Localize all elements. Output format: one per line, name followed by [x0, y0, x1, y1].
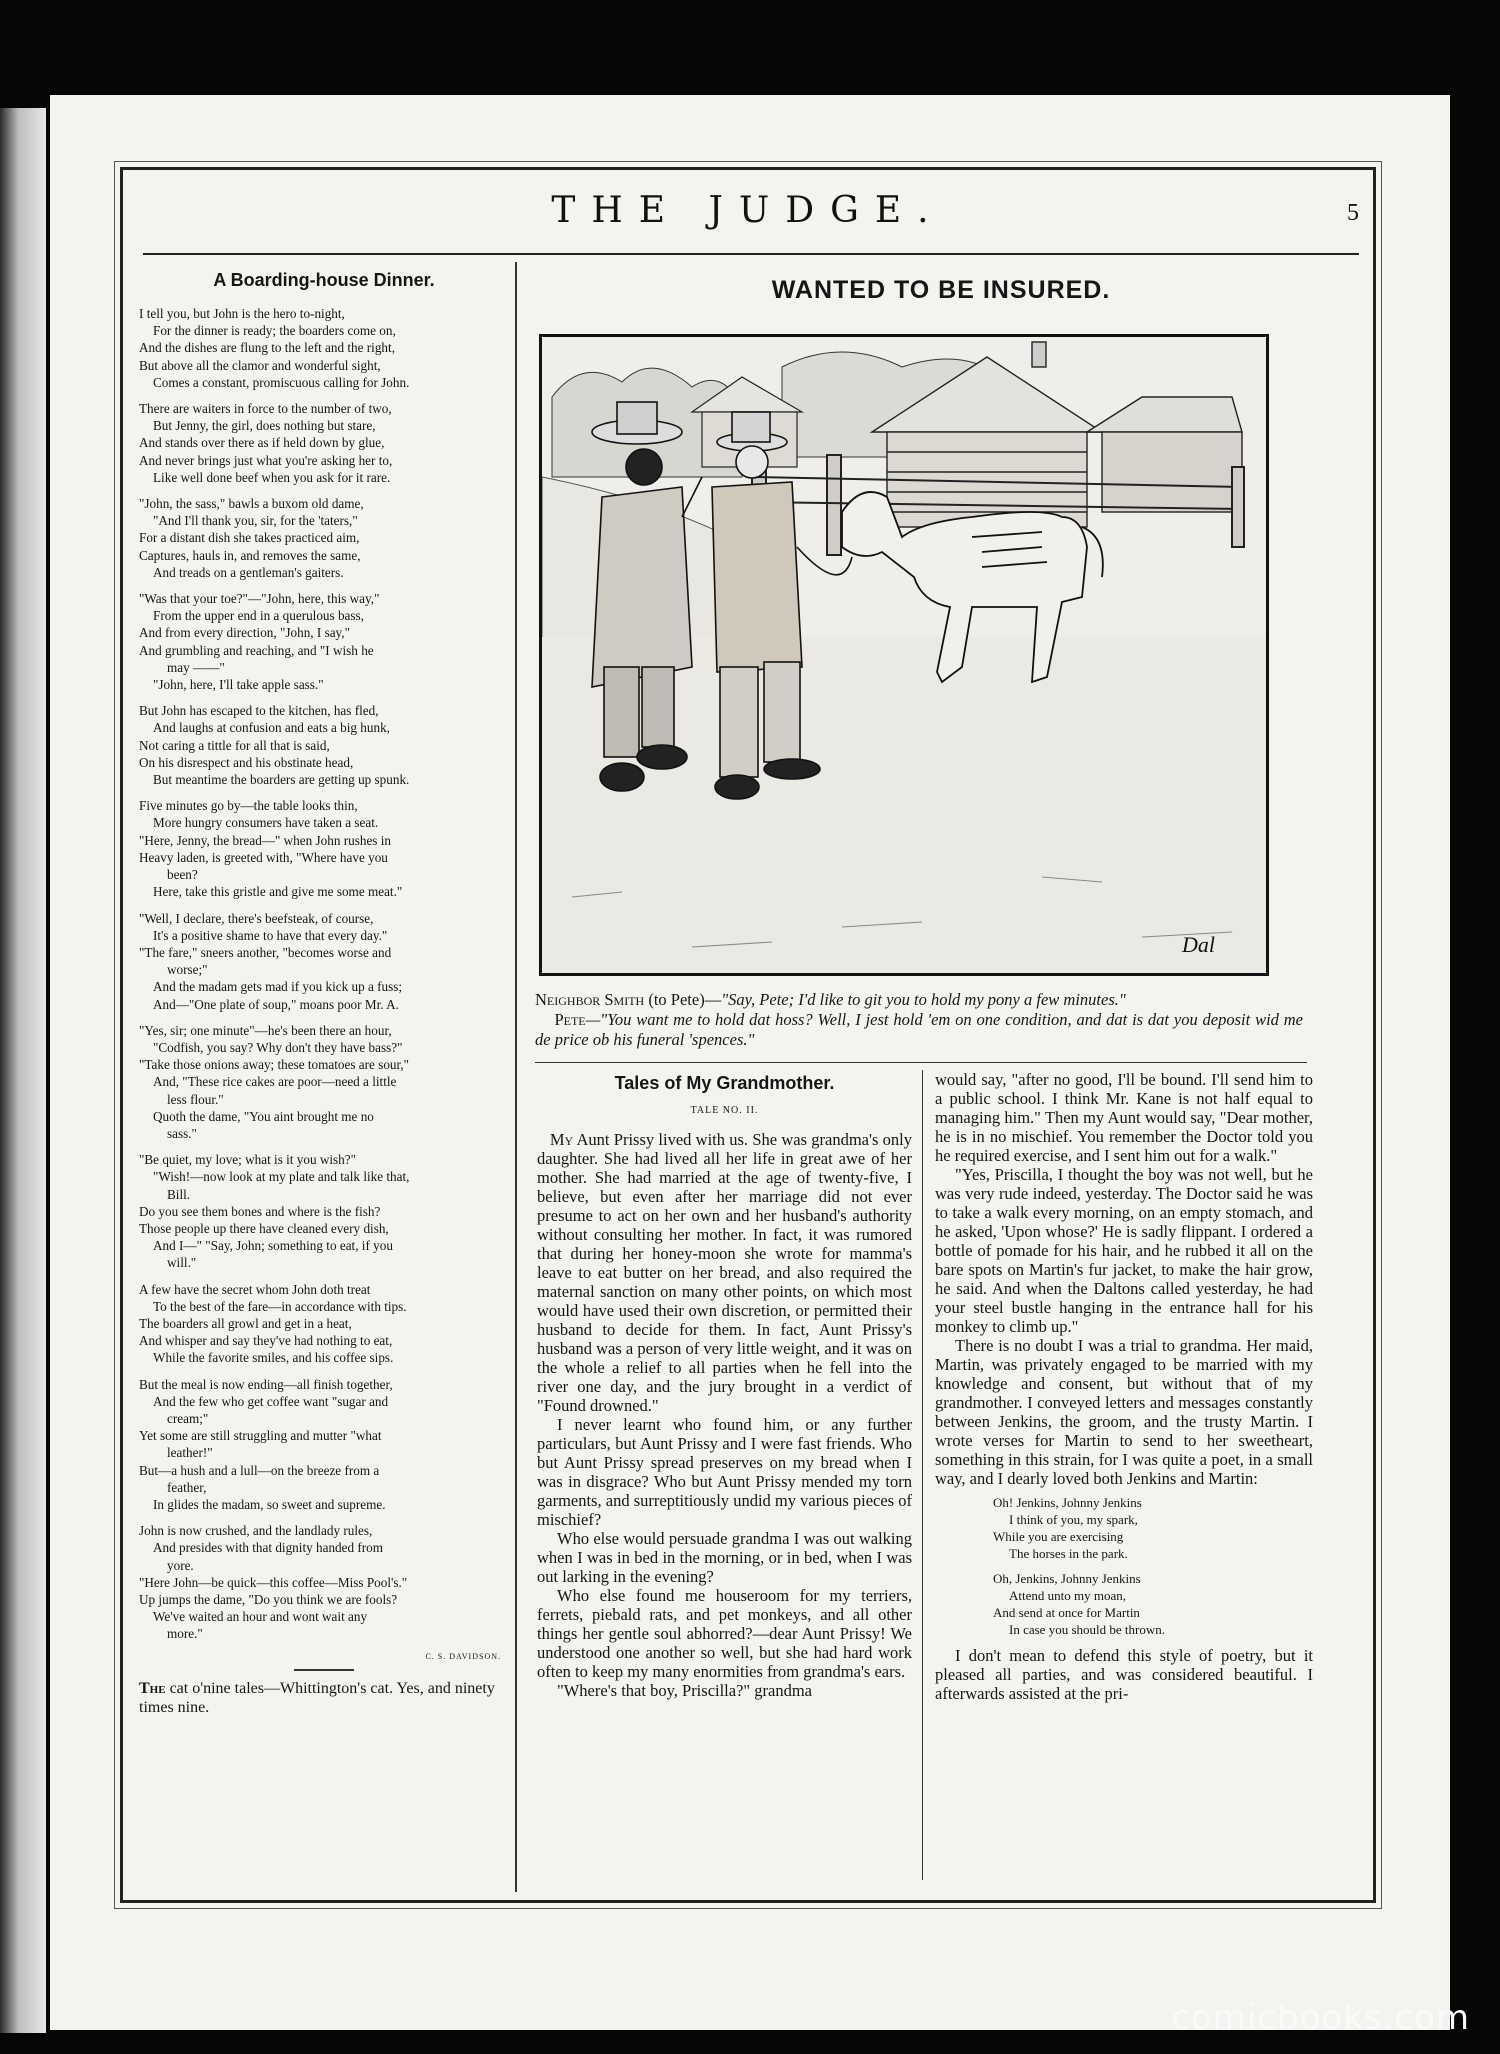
poem-line: Quoth the dame, "You aint brought me no: [153, 1108, 374, 1124]
poem-line: There are waiters in force to the number of two,: [139, 401, 392, 417]
separator-rule: [294, 1669, 354, 1671]
poem-line: I tell you, but John is the hero to-night,: [139, 306, 345, 321]
poem-line: The boarders all growl and get in a heat,: [139, 1315, 352, 1331]
site-watermark: comicbooks.com: [1171, 1998, 1470, 2038]
poem-line: And never brings just what you're asking her to,: [139, 452, 393, 468]
poem-line: may ——": [167, 659, 225, 675]
story-paragraph: [537, 1529, 912, 1586]
poem-line: Up jumps the dame, "Do you think we are fools?: [139, 1592, 398, 1608]
poem-line: "Yes, sir; one minute"—he's been there an hour,: [139, 1022, 392, 1038]
poem-line: leather!": [167, 1445, 213, 1461]
story-closing-paragraph: I don't mean to defend this style of poetry, but it pleased all parties, and was considered beautiful. I afterwards assisted at the pri-: [935, 1646, 1313, 1703]
poem-line: We've waited an hour and wont wait any: [153, 1609, 368, 1625]
poem-line: "Wish!—now look at my plate and talk like that,: [153, 1169, 410, 1185]
cartoon-illustration: [539, 334, 1269, 976]
main-column: [525, 262, 1357, 1892]
filler-item: [139, 1679, 509, 1717]
poem-stanza: [139, 1522, 509, 1642]
poem-line: And the madam gets mad if you kick up a fuss;: [153, 979, 403, 995]
filler-lead: The: [139, 1679, 166, 1697]
poem-line: But John has escaped to the kitchen, has fled,: [139, 703, 379, 719]
poem-line: But above all the clamor and wonderful sight,: [139, 357, 381, 373]
caption-line-smith: "Say, Pete; I'd like to git you to hold my pony a few minutes.": [721, 990, 1126, 1009]
poem-stanza: [139, 1151, 509, 1271]
story-paragraph: [537, 1130, 912, 1415]
poem-stanza: [139, 590, 509, 693]
verse-gap: [935, 1562, 1313, 1570]
story-column-1: [537, 1070, 923, 1880]
poem-line: Five minutes go by—the table looks thin,: [139, 798, 358, 814]
verse-line: I think of you, my spark,: [1009, 1512, 1138, 1527]
poem-line: "John, the sass," bawls a buxom old dame,: [139, 496, 364, 512]
poem-line: And the dishes are flung to the left and the right,: [139, 340, 395, 356]
poem-line: On his disrespect and his obstinate head,: [139, 754, 354, 770]
poem-line: And the few who get coffee want "sugar and: [153, 1393, 389, 1409]
verse-line: Attend unto my moan,: [1009, 1588, 1126, 1603]
page-number: 5: [1347, 200, 1359, 226]
poem-line: yore.: [167, 1557, 194, 1573]
story-paragraph: There is no doubt I was a trial to grandma. Her maid, Martin, was privately engaged to be married with my knowledge and consent, but without that of my grandmother. I conveyed letters and messages constantly between Jenkins, the groom, and the trusty Martin. I wrote verses for Martin to send to her sweetheart, something in this strain, for I was quite a poet, in a small way, and I dearly loved both Jenkins and Martin:: [935, 1336, 1313, 1488]
poem-line: And stands over there as if held down by glue,: [139, 435, 385, 451]
verse-line: And send at once for Martin: [993, 1605, 1140, 1620]
paragraph-text: Who else would persuade grandma I was out walking when I was in bed in the morning, or in bed, when I was out larking in the evening?: [537, 1529, 912, 1586]
poem-line: And, "These rice cakes are poor—need a little: [153, 1074, 397, 1090]
poem-line: "Here, Jenny, the bread—" when John rushes in: [139, 832, 391, 848]
poem-stanza: [139, 1281, 509, 1367]
poem-line: And whisper and say they've had nothing to eat,: [139, 1333, 393, 1349]
poem-line: But—a hush and a lull—on the breeze from a: [139, 1462, 380, 1478]
poem-line: And treads on a gentleman's gaiters.: [153, 564, 344, 580]
poem-stanza: [139, 910, 509, 1013]
paragraph-text: Who else found me houseroom for my terriers, ferrets, piebald rats, and pet monkeys, and all other things her gentle soul abhorred?—dear Aunt Prissy! We understood one another so well, but she had hard work often to keep my many enormities from grandma's ears.: [537, 1586, 912, 1681]
poem-line: worse;": [167, 962, 208, 978]
verse-line: In case you should be thrown.: [1009, 1622, 1165, 1637]
poem-line: John is now crushed, and the landlady rules,: [139, 1523, 373, 1539]
cartoon-caption: [535, 990, 1303, 1050]
cartoon-title: WANTED TO BE INSURED.: [771, 276, 1111, 304]
poem-stanza: [139, 400, 509, 486]
poem-stanza: [139, 702, 509, 788]
poem-column: [139, 262, 517, 1892]
caption-line-pete: —"You want me to hold dat hoss? Well, I jest hold 'em on one condition, and dat is dat you deposit wid me de price ob his funeral 'spences.": [535, 1010, 1304, 1049]
poem-stanza: [139, 305, 509, 391]
poem-line: And from every direction, "John, I say,": [139, 625, 350, 641]
poem-line: But the meal is now ending—all finish together,: [139, 1376, 393, 1392]
poem-line: Not caring a tittle for all that is said,: [139, 737, 330, 753]
poem-body: [139, 305, 509, 1643]
caption-speaker-smith: Neighbor Smith: [535, 990, 645, 1009]
poem-line: A few have the secret whom John doth treat: [139, 1281, 371, 1297]
story-col1-body: [537, 1130, 912, 1700]
story-paragraph: [537, 1415, 912, 1529]
artist-signature: Dal: [1182, 932, 1215, 957]
page-frame: [120, 167, 1376, 1903]
poem-title: A Boarding-house Dinner.: [213, 270, 435, 290]
embedded-verse: [935, 1494, 1313, 1638]
poem-line: "John, here, I'll take apple sass.": [153, 677, 324, 693]
poem-stanza: [139, 1376, 509, 1514]
poem-stanza: [139, 1022, 509, 1142]
poem-line: "Be quiet, my love; what is it you wish?": [139, 1152, 356, 1168]
poem-line: more.": [167, 1626, 203, 1642]
poem-line: Bill.: [167, 1186, 191, 1202]
poem-line: It's a positive shame to have that every day.": [153, 927, 388, 943]
masthead-rule: [143, 253, 1359, 255]
poem-line: Do you see them bones and where is the fish?: [139, 1203, 381, 1219]
poem-line: Captures, hauls in, and removes the same,: [139, 547, 361, 563]
verse-line: The horses in the park.: [1009, 1546, 1128, 1561]
poem-line: Here, take this gristle and give me some meat.": [153, 884, 403, 900]
poem-line: And laughs at confusion and eats a big hunk,: [153, 720, 390, 736]
verse-line: While you are exercising: [993, 1529, 1124, 1544]
section-rule: [535, 1062, 1307, 1063]
drop-word: My: [549, 1130, 574, 1149]
poem-line: "Well, I declare, there's beefsteak, of course,: [139, 910, 374, 926]
poem-line: "The fare," sneers another, "becomes worse and: [139, 944, 392, 960]
poem-line: For a distant dish she takes practiced aim,: [139, 530, 360, 546]
poem-line: less flour.": [167, 1091, 224, 1107]
poem-line: And I—" "Say, John; something to eat, if you: [153, 1238, 393, 1254]
poem-line: And—"One plate of soup," moans poor Mr. A.: [153, 996, 399, 1012]
story-paragraph: [537, 1586, 912, 1681]
poem-line: feather,: [167, 1479, 207, 1495]
story-paragraph: would say, "after no good, I'll be bound. I'll send him to a public school. I think Mr. Kane is not half equal to managing him." Then my Aunt would say, "Dear mother, he is in no mischief. You remember the Doctor told you he required exercise, and I sent him out for a walk.": [935, 1070, 1313, 1165]
poem-line: But meantime the boarders are getting up spunk.: [153, 772, 410, 788]
poem-line: While the favorite smiles, and his coffee sips.: [153, 1350, 394, 1366]
story-paragraph: "Yes, Priscilla, I thought the boy was not well, but he was very rude indeed, yesterday. The Doctor said he was to take a walk every morning, on an empty stomach, and he asked, 'Upon whose?' He is sadly flippant. I ordered a bottle of pomade for his hair, and he rubbed it all on the bare spots on Martin's fur jacket, to make the hair grow, he said. And when the Daltons called yesterday, he had your steel bustle hanging in the entrance hall for his monkey to climb up.": [935, 1165, 1313, 1336]
paragraph-text: Aunt Prissy lived with us. She was grandma's only daughter. She had lived all her life in great awe of her mother. She had married at the age of twenty-five, I believe, but even after her marriage did not ever presume to act on her own and her husband's authority without consulting her mother. In fact, it was rumored that during her honey-moon she wrote for mamma's leave to eat butter on her bread, and also required the maternal sanction on many other points, on which most would have used their own discretion, or permitted their husband to decide for them. In fact, Aunt Prissy's husband was a person of very little weight, and it was on the whole a relief to all parties when he fell into the river one day, and the jury brought in a verdict of "Found drowned.": [537, 1130, 912, 1415]
tale-number: TALE NO. II.: [690, 1105, 759, 1116]
paragraph-text: I never learnt who found him, or any further particulars, but Aunt Prissy and I were fast friends. Who but Aunt Prissy spread preserves on my bread when I was in disgrace? Who but Aunt Prissy mended my torn garments, and surreptitiously undid my various pieces of mischief?: [537, 1415, 912, 1529]
story-col2-body: [935, 1070, 1313, 1488]
caption-tag: (to Pete)—: [644, 990, 722, 1009]
poem-line: In glides the madam, so sweet and supreme.: [153, 1497, 386, 1512]
story-title: Tales of My Grandmother.: [614, 1073, 835, 1093]
poem-line: will.": [167, 1255, 197, 1271]
poem-line: For the dinner is ready; the boarders come on,: [153, 323, 396, 339]
paragraph-text: "Where's that boy, Priscilla?" grandma: [557, 1681, 813, 1700]
adjacent-page-edge: [0, 108, 46, 2033]
poem-author: C. S. DAVIDSON.: [425, 1651, 501, 1661]
poem-line: "Was that your toe?"—"John, here, this way,": [139, 591, 380, 607]
story-paragraph: [537, 1681, 912, 1700]
poem-stanza: [139, 495, 509, 581]
story-column-2: [935, 1070, 1313, 1703]
poem-line: "Here John—be quick—this coffee—Miss Pool's.": [139, 1574, 408, 1590]
poem-line: And grumbling and reaching, and "I wish he: [139, 642, 374, 658]
poem-line: Comes a constant, promiscuous calling for John.: [153, 374, 410, 390]
poem-stanza: [139, 797, 509, 900]
poem-line: From the upper end in a querulous bass,: [153, 608, 364, 624]
masthead-title: THE JUDGE.: [551, 190, 945, 231]
poem-line: "Take those onions away; these tomatoes are sour,": [139, 1057, 410, 1073]
poem-line: To the best of the fare—in accordance with tips.: [153, 1298, 407, 1314]
poem-line: "And I'll thank you, sir, for the 'taters,": [153, 513, 358, 529]
poem-line: Yet some are still struggling and mutter "what: [139, 1428, 382, 1444]
poem-line: But Jenny, the girl, does nothing but stare,: [153, 418, 376, 434]
poem-line: Like well done beef when you ask for it rare.: [153, 469, 391, 485]
poem-line: "Codfish, you say? Why don't they have bass?": [153, 1039, 403, 1055]
magazine-page: [50, 95, 1450, 2030]
poem-line: cream;": [167, 1410, 209, 1426]
poem-line: And presides with that dignity handed from: [153, 1540, 384, 1556]
poem-line: been?: [167, 867, 198, 883]
verse-line: Oh! Jenkins, Johnny Jenkins: [993, 1495, 1142, 1510]
poem-line: More hungry consumers have taken a seat.: [153, 815, 379, 831]
poem-line: Those people up there have cleaned every dish,: [139, 1220, 389, 1236]
cartoon-drawing: [542, 337, 1266, 973]
verse-line: Oh, Jenkins, Johnny Jenkins: [993, 1571, 1141, 1586]
poem-line: Heavy laden, is greeted with, "Where have you: [139, 849, 388, 865]
filler-text: cat o'nine tales—Whittington's cat. Yes, and ninety times nine.: [139, 1679, 495, 1716]
caption-speaker-pete: Pete: [554, 1010, 586, 1029]
poem-line: sass.": [167, 1125, 197, 1141]
